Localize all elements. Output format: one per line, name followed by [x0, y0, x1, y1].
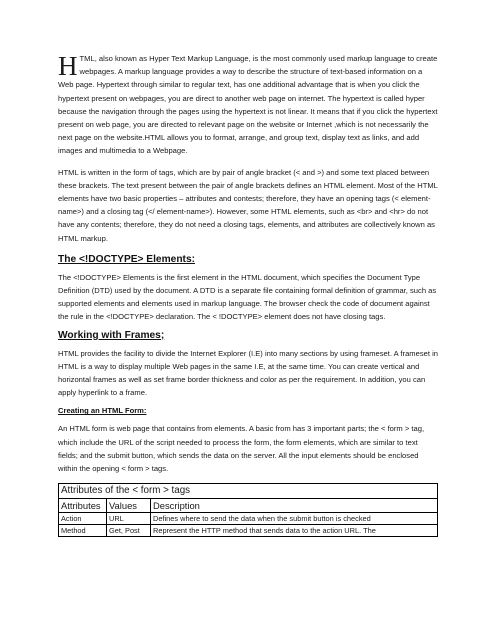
table-row [59, 525, 438, 537]
frames-heading: Working with Frames; [58, 329, 165, 341]
table-row [59, 513, 438, 525]
doctype-paragraph: The <!DOCTYPE> Elements is the first element in the HTML document, which specifies the Document Type Definition (DTD) used by the document. A DTD is a separate file containing formal definition of grammar, such as supported elements and elements used in markup language. The browser check the code of document against the rule in the <!DOCTYPE> declaration. The < !DOCTYPE> element does not have closing tags. [58, 272, 437, 322]
table-header-attributes: Attributes [59, 499, 107, 513]
table-cell: Represent the HTTP method that sends data to the action URL. The [151, 525, 438, 537]
frames-paragraph: HTML provides the facility to divide the Internet Explorer (I.E) into many sections by using frameset. A frameset in HTML is a way to display multiple Web pages in the same I.E, at the same time. You can create vertical and horizontal frames as well as set frame border thickness and color as per the requirement. In addition, you can apply hyperlink to a frame. [58, 348, 438, 398]
intro-paragraph [58, 52, 438, 158]
table-header-description: Description [151, 499, 438, 513]
drop-cap: H [58, 51, 78, 81]
document-page [58, 52, 438, 537]
table-header-values: Values [107, 499, 151, 513]
table-cell: Action [59, 513, 107, 525]
table-cell: Get, Post [107, 525, 151, 537]
table-cell: URL [107, 513, 151, 525]
intro-text: TML, also known as Hyper Text Markup Language, is the most commonly used markup language to create webpages. A markup language provides a way to describe the structure of text-based information on a Web page. Hypertext through similar to regular text, has one additional advantage that is when you click the hypertext present on webpages, you are direct to another web page on internet. The hypertext is called hyper because the navigation through the pages using the hypertext is not linear. It means that if you click the hypertext present on web page, you are directed to relevant page on the website or Internet ,which is not necessarily the next page on the website.HTML allows you to format, arrange, and group text, display text as links, and add images and multimedia to a Webpage. [58, 54, 438, 156]
doctype-heading: The <!DOCTYPE> Elements: [58, 253, 195, 265]
table-cell: Method [59, 525, 107, 537]
form-attributes-table [58, 483, 438, 537]
tags-paragraph: HTML is written in the form of tags, which are by pair of angle bracket (< and >) and some text placed between these brackets. The text present between the pair of angle brackets defines an HTML element. Most of the HTML elements have two basic properties – attributes and contests; therefore, they have an opening tags (< element-name>) and a closing tag (</ element-name>). However, some HTML elements, such as <br> and <hr> do not have any contents; therefore, they do not need a closing tags, elements, and attributes are collectively known as HTML markup. [58, 167, 438, 243]
form-heading: Creating an HTML Form: [58, 406, 147, 416]
table-cell: Defines where to send the data when the submit button is checked [151, 513, 438, 525]
form-paragraph: An HTML form is web page that contains from elements. A basic from has 3 important parts; the < form > tag, which include the URL of the script needed to process the form, the form elements, which are similar to text fields; and the submit button, which sends the data on the server. All the input elements should be enclosed within the opening < form > tags. [58, 424, 425, 474]
table-caption: Attributes of the < form > tags [59, 484, 438, 499]
